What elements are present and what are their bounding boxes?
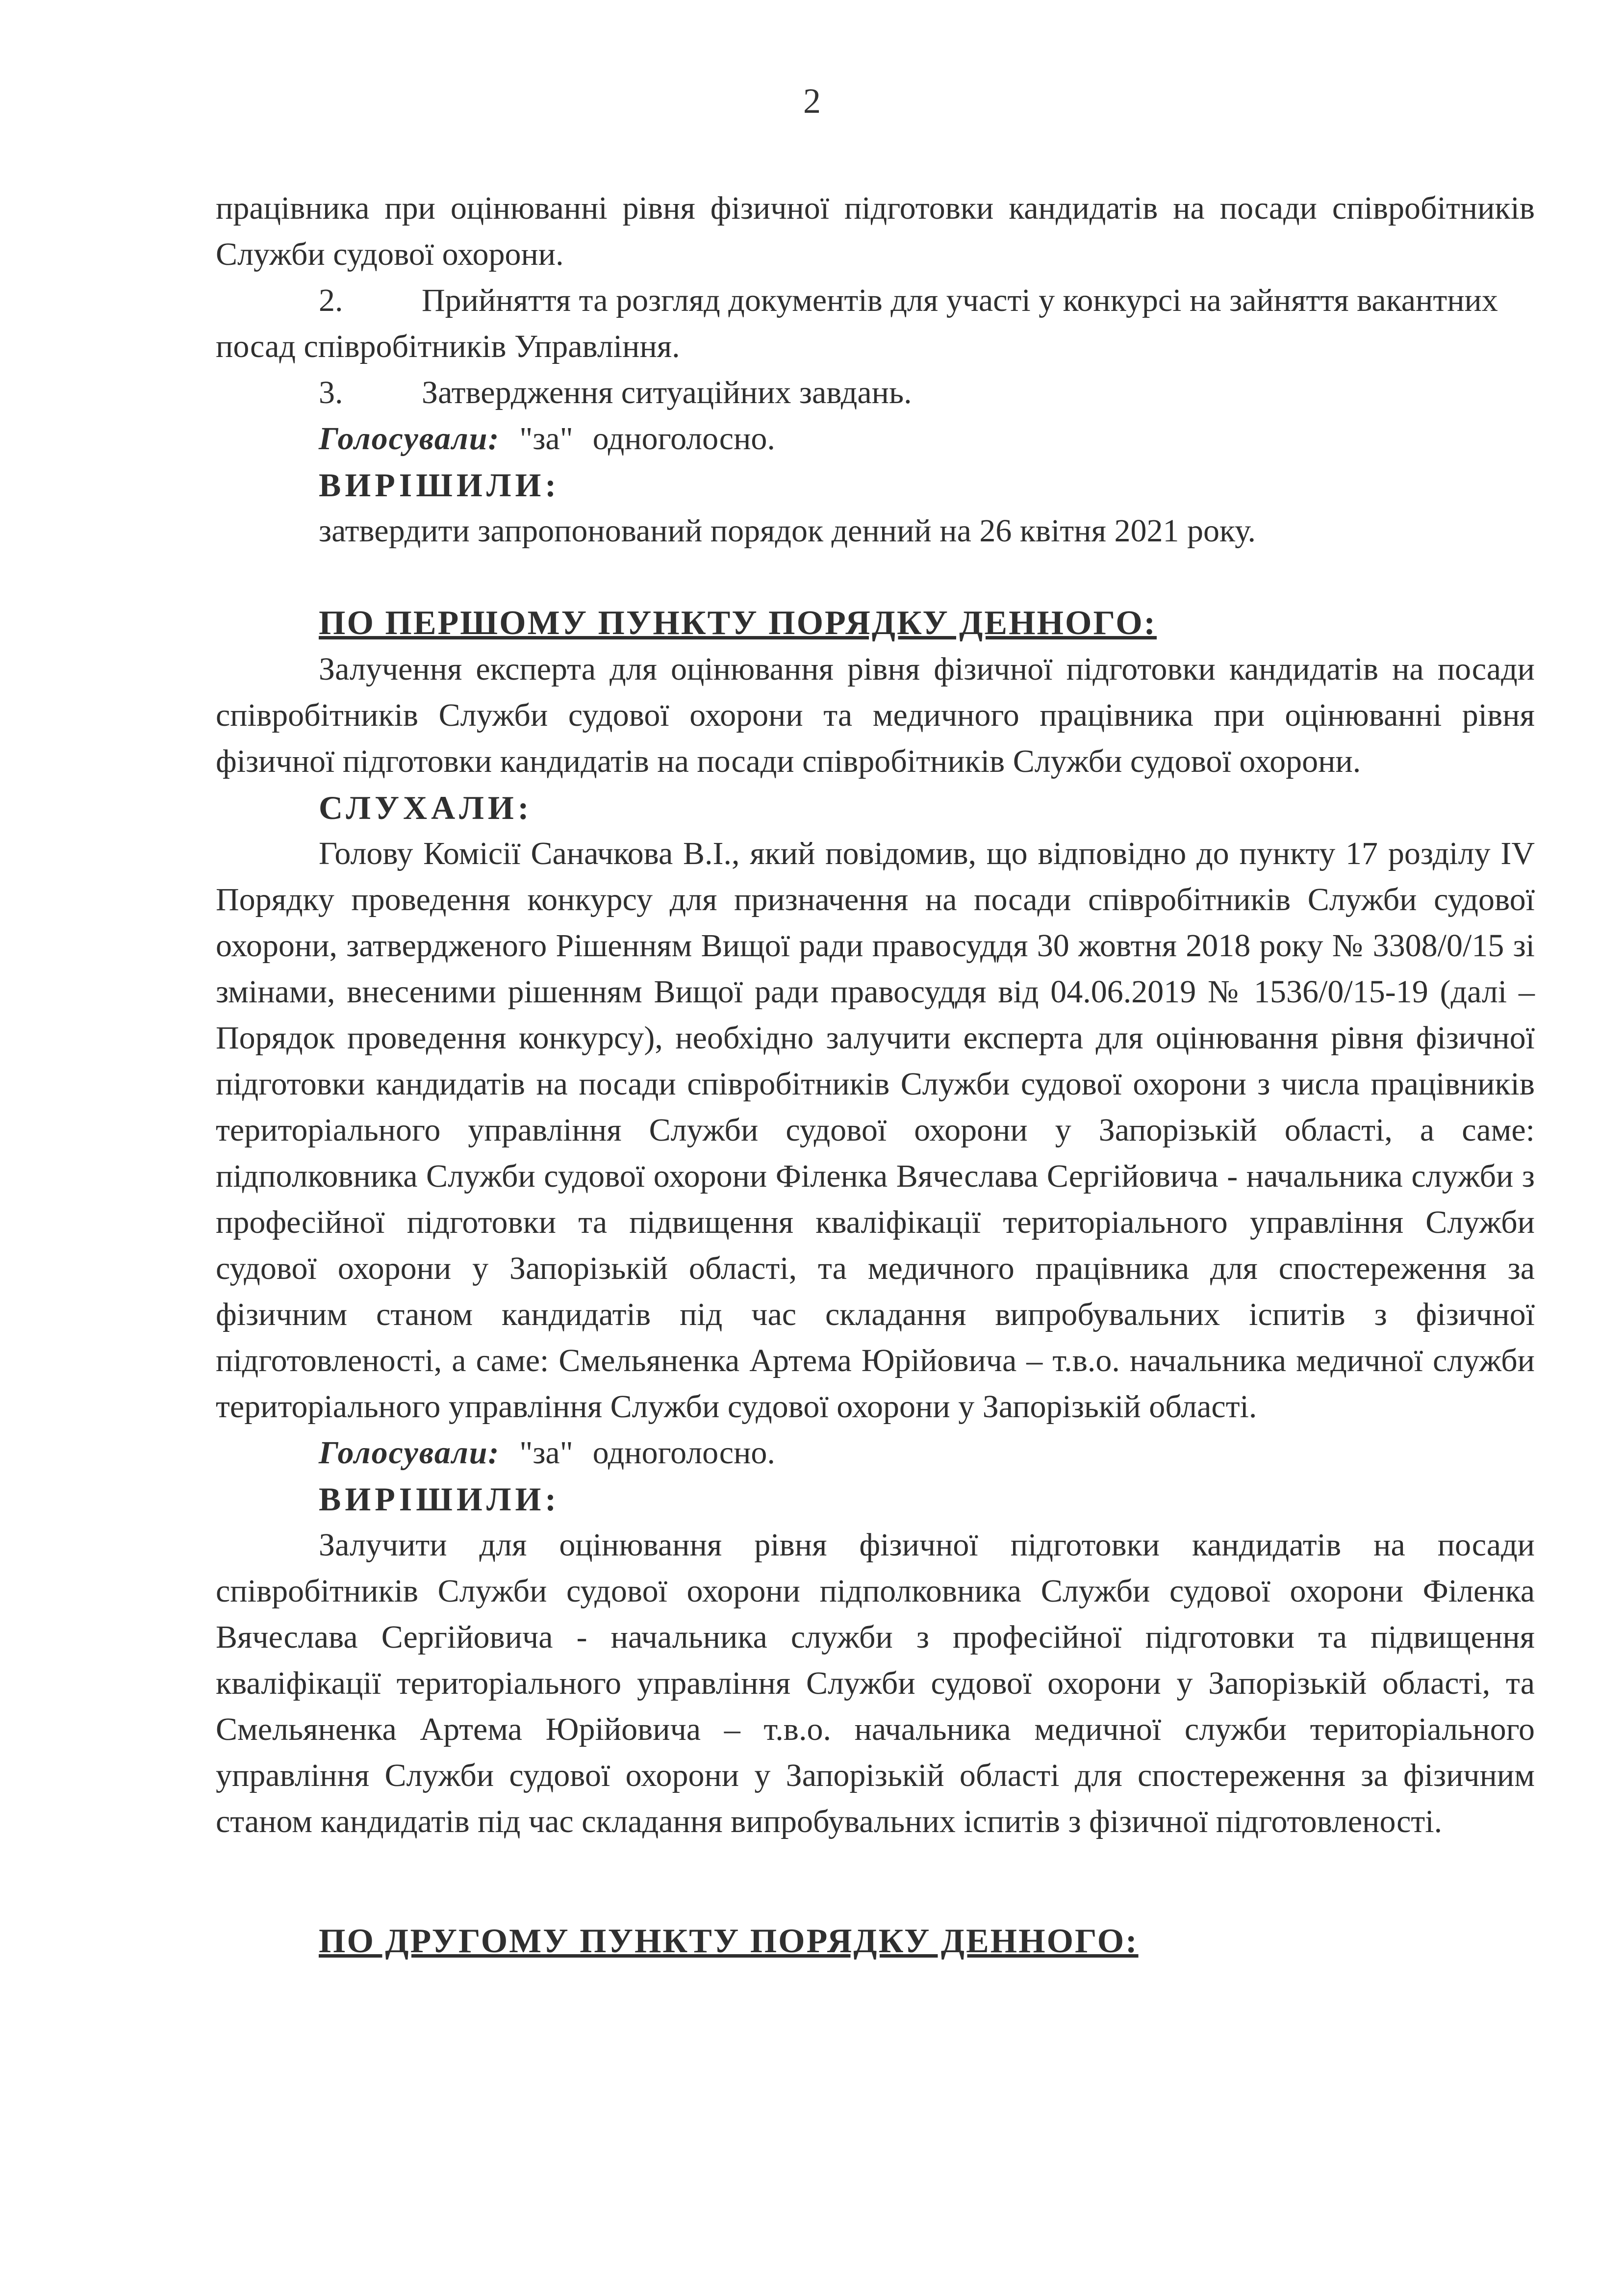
agenda-item-number: 3. bbox=[319, 375, 343, 410]
vote-line bbox=[216, 416, 1535, 462]
agenda-item-number: 2. bbox=[319, 282, 343, 318]
spacer bbox=[216, 1845, 1535, 1918]
section-heading-second: ПО ДРУГОМУ ПУНКТУ ПОРЯДКУ ДЕННОГО: bbox=[319, 1922, 1139, 1960]
vote-for: "за" bbox=[519, 421, 573, 457]
vote-line bbox=[216, 1430, 1535, 1476]
continued-paragraph: працівника при оцінюванні рівня фізичної підготовки кандидатів на посади співробітників Служби судової охорони. bbox=[216, 190, 1535, 272]
decided-label: ВИРІШИЛИ: bbox=[319, 1480, 560, 1518]
agenda-item-text: Прийняття та розгляд документів для участі у конкурсі на зайняття вакантних посад співробітників Управління. bbox=[216, 282, 1498, 364]
document-body bbox=[216, 185, 1535, 1964]
spacer bbox=[216, 554, 1535, 600]
vote-label: Голосували: bbox=[319, 421, 500, 457]
heard-label: СЛУХАЛИ: bbox=[319, 789, 533, 826]
decided-text: затвердити запропонований порядок денний на 26 квітня 2021 року. bbox=[319, 513, 1256, 549]
page-number: 2 bbox=[803, 81, 821, 121]
vote-label: Голосували: bbox=[319, 1435, 500, 1471]
vote-for: "за" bbox=[519, 1435, 573, 1471]
agenda-item-3 bbox=[216, 370, 1535, 416]
vote-result: одноголосно. bbox=[592, 1435, 775, 1471]
agenda-item-2 bbox=[216, 278, 1535, 370]
vote-result: одноголосно. bbox=[592, 421, 775, 457]
heard-text: Голову Комісії Саначкова В.І., який повідомив, що відповідно до пункту 17 розділу IV Порядку проведення конкурсу для призначення на посади співробітників Служби судової охорони, затвердженого Рішенням Вищої ради правосуддя 30 жовтня 2018 року № 3308/0/15 зі змінами, внесеними рішенням Вищої ради правосуддя від 04.06.2019 № 1536/0/15-19 (далі – Порядок проведення конкурсу), необхідно залучити експерта для оцінювання рівня фізичної підготовки кандидатів на посади співробітників Служби судової охорони з числа працівників територіального управління Служби судової охорони у Запорізькій області, а саме: підполковника Служби судової охорони Філенка Вячеслава Сергійовича - начальника служби з професійної підготовки та підвищення кваліфікації територіального управління Служби судової охорони у Запорізькій області, та медичного працівника для спостереження за фізичним станом кандидатів під час складання випробувальних іспитів з фізичної підготовленості, а саме: Смельяненка Артема Юрійовича – т.в.о. начальника медичної служби територіального управління Служби судової охорони у Запорізькій області. bbox=[216, 836, 1535, 1425]
topic-text: Залучення експерта для оцінювання рівня фізичної підготовки кандидатів на посади співробітників Служби судової охорони та медичного працівника при оцінюванні рівня фізичної підготовки кандидатів на посади співробітників Служби судової охорони. bbox=[216, 651, 1535, 779]
decided-label: ВИРІШИЛИ: bbox=[319, 466, 560, 504]
section-heading-first: ПО ПЕРШОМУ ПУНКТУ ПОРЯДКУ ДЕННОГО: bbox=[319, 604, 1157, 642]
decided-text: Залучити для оцінювання рівня фізичної підготовки кандидатів на посади співробітників Служби судової охорони підполковника Служби судової охорони Філенка Вячеслава Сергійовича - начальника служби з професійної підготовки та підвищення кваліфікації територіального управління Служби судової охорони у Запорізькій області, та Смельяненка Артема Юрійовича – т.в.о. начальника медичної служби територіального управління Служби судової охорони у Запорізькій області для спостереження за фізичним станом кандидатів під час складання випробувальних іспитів з фізичної підготовленості. bbox=[216, 1527, 1535, 1839]
agenda-item-text: Затвердження ситуаційних завдань. bbox=[422, 375, 912, 410]
